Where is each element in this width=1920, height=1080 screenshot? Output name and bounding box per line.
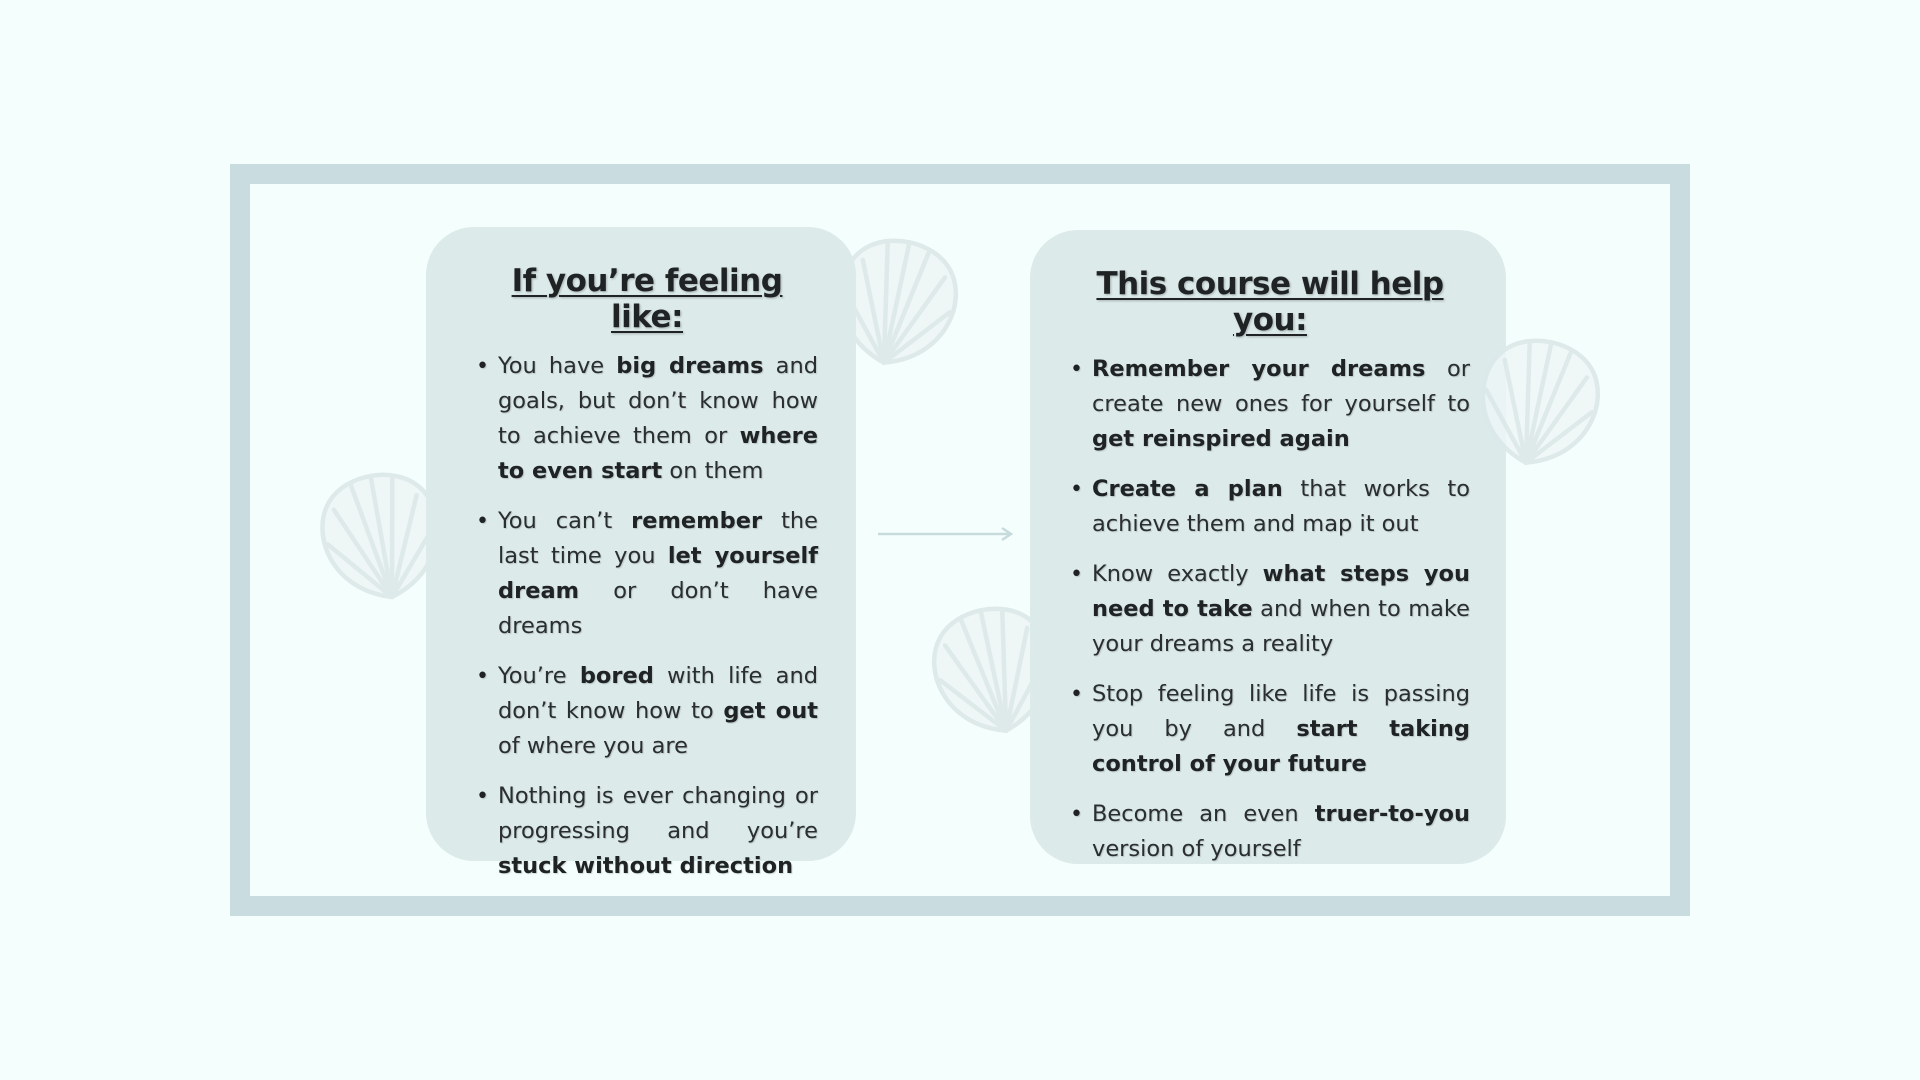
item-text: and goals, but don’t know how to achieve them or [498,353,818,449]
item-text: that works to achieve them and map it out [1092,476,1470,537]
bullet-icon: • [1070,562,1083,587]
list-item [476,779,818,884]
item-text: or create new ones for yourself to [1092,356,1471,417]
bold-text: big dreams [616,353,764,379]
bullet-icon: • [476,784,489,809]
item-text: You’re [498,663,580,689]
list-item [476,659,818,764]
item-text: You have [498,353,617,379]
bold-text: Create a plan [1092,476,1283,502]
feelings-card [426,227,856,879]
item-text: the last time you [498,508,818,569]
scallop-shell-icon [1450,312,1628,490]
bullet-icon: • [1070,357,1083,382]
item-text: You can’t [498,508,632,534]
item-text: with life and don’t know how to [498,663,818,724]
list-item [1070,797,1470,867]
benefits-card [1030,230,1506,864]
benefits-list [1070,352,1470,867]
list-item [476,349,818,489]
bold-text: Remember your dreams [1092,356,1426,382]
item-text: and when to make your dreams a reality [1092,596,1470,657]
bold-text: where to even start [498,423,818,484]
item-text: or don’t have dreams [498,578,818,639]
bullet-icon: • [1070,682,1083,707]
item-text: Become an even [1092,801,1315,827]
item-text: Nothing is ever changing or progressing and you’re [498,783,818,844]
bullet-icon: • [1070,802,1083,827]
bold-text: bored [579,663,654,689]
list-item [1070,352,1470,457]
bold-text: what steps you need to take [1092,561,1470,622]
bullet-icon: • [476,509,489,534]
bold-text: get out [723,698,819,724]
benefits-card-title: This course will help you: [1096,266,1444,338]
list-item [1070,472,1470,542]
bullet-icon: • [1070,477,1083,502]
item-text: version of yourself [1092,836,1301,862]
feelings-card-title: If you’re feeling like: [511,263,783,335]
bold-text: start taking control of your future [1092,716,1470,777]
item-text: Know exactly [1092,561,1263,587]
bold-text: get reinspired again [1092,426,1350,452]
list-item [1070,557,1470,662]
bullet-icon: • [476,664,489,689]
item-text: of where you are [498,733,688,759]
bold-text: remember [631,508,763,534]
item-text: Stop feeling like life is passing you by and [1092,681,1470,742]
list-item [1070,677,1470,782]
bullet-icon: • [476,354,489,379]
item-text: on them [662,458,764,484]
bold-text: let yourself dream [498,543,818,604]
bold-text: truer-to-you [1314,801,1470,827]
bold-text: stuck without direction [498,853,794,879]
feelings-list [476,349,818,884]
arrow-right-icon [876,524,1016,544]
list-item [476,504,818,644]
